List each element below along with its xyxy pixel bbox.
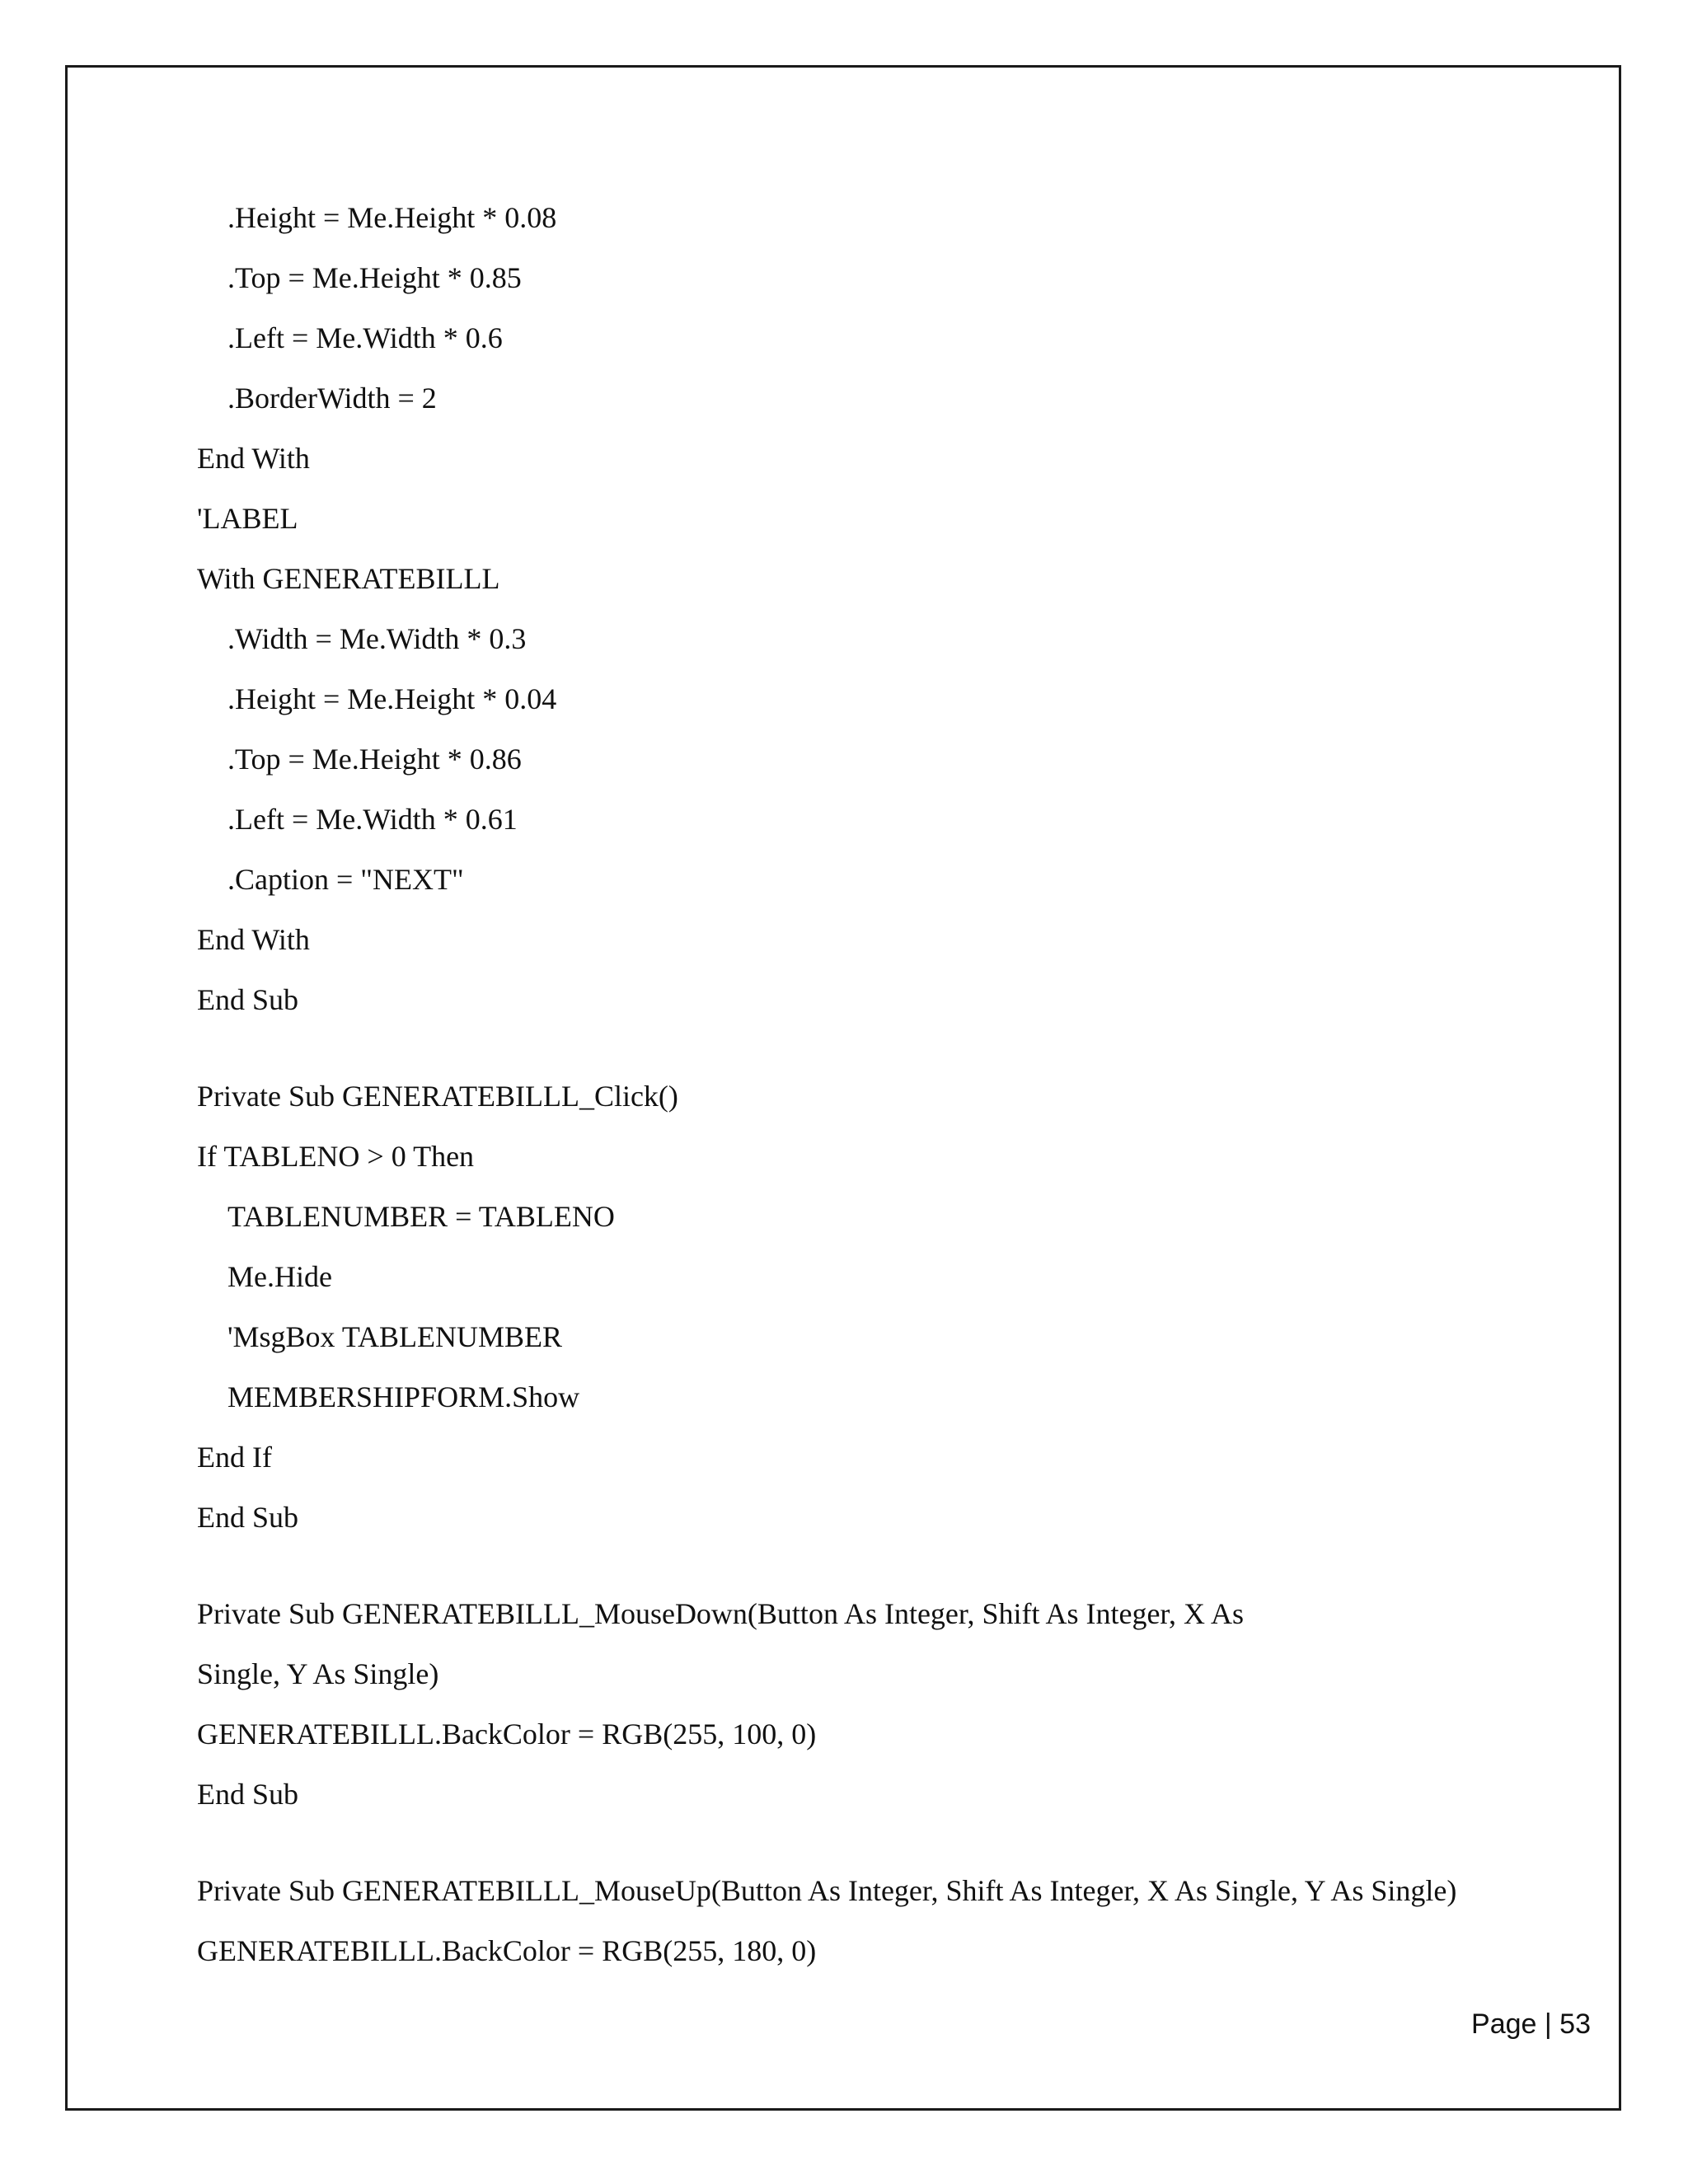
code-line: With GENERATEBILLL: [197, 562, 500, 595]
code-line: Private Sub GENERATEBILLL_Click(): [197, 1080, 678, 1113]
code-line: Me.Hide: [227, 1260, 332, 1293]
code-line: Private Sub GENERATEBILLL_MouseDown(Button As Integer, Shift As Integer, X As: [197, 1597, 1245, 1630]
code-line: GENERATEBILLL.BackColor = RGB(255, 100, 0): [197, 1718, 817, 1750]
code-line: .Top = Me.Height * 0.85: [227, 261, 522, 294]
code-listing: [197, 194, 1598, 1987]
code-line: GENERATEBILLL.BackColor = RGB(255, 180, 0): [197, 1934, 817, 1967]
code-line: End Sub: [197, 1501, 299, 1534]
page-number: Page | 53: [1471, 2008, 1591, 2040]
code-line: .BorderWidth = 2: [227, 382, 437, 415]
code-line: End With: [197, 442, 310, 475]
code-line: MEMBERSHIPFORM.Show: [227, 1380, 580, 1413]
code-line: End If: [197, 1441, 272, 1474]
paragraph-gap: [197, 1830, 1598, 1867]
code-line: End Sub: [197, 983, 299, 1016]
code-line: Private Sub GENERATEBILLL_MouseUp(Button As Integer, Shift As Integer, X As Single, Y As Single): [197, 1874, 1457, 1907]
code-line: TABLENUMBER = TABLENO: [227, 1200, 615, 1233]
paragraph-gap: [197, 1036, 1598, 1072]
paragraph-gap: [197, 1554, 1598, 1590]
code-line: .Left = Me.Width * 0.6: [227, 321, 503, 354]
code-line: .Height = Me.Height * 0.08: [227, 201, 557, 234]
code-line: .Caption = "NEXT": [227, 863, 464, 896]
code-line: .Left = Me.Width * 0.61: [227, 803, 518, 836]
code-line: .Height = Me.Height * 0.04: [227, 682, 557, 715]
code-line: 'MsgBox TABLENUMBER: [227, 1320, 562, 1353]
code-line: .Width = Me.Width * 0.3: [227, 622, 527, 655]
code-line: Single, Y As Single): [197, 1657, 439, 1690]
code-line: .Top = Me.Height * 0.86: [227, 743, 522, 776]
code-line: End With: [197, 923, 310, 956]
code-line: End Sub: [197, 1778, 299, 1811]
code-line: 'LABEL: [197, 502, 298, 535]
code-line: If TABLENO > 0 Then: [197, 1140, 475, 1173]
